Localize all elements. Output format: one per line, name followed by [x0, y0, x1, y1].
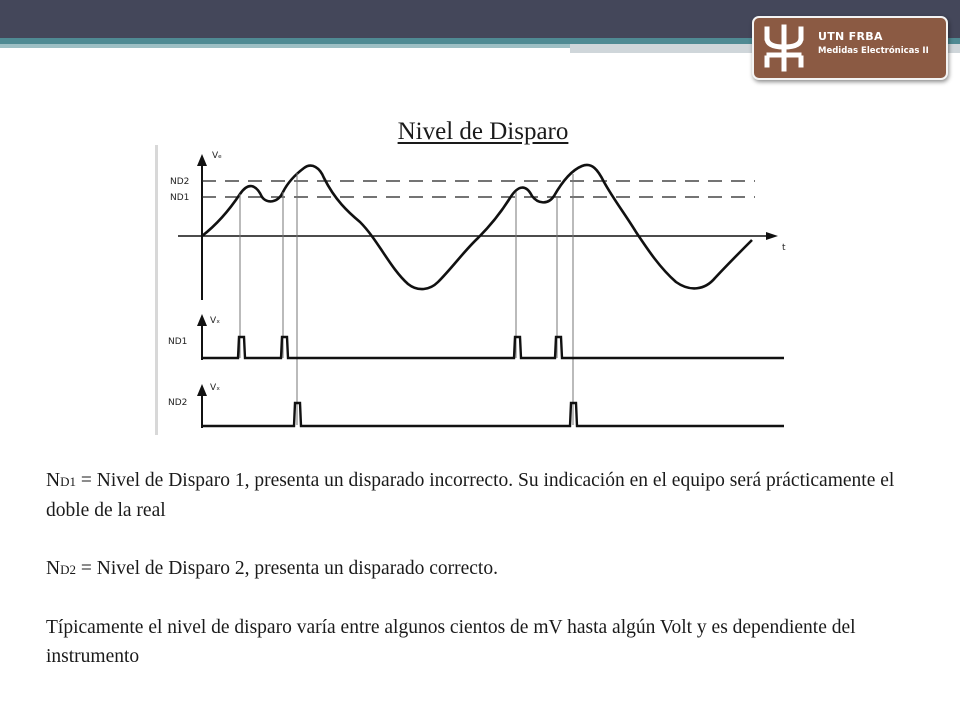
time-axis-arrow [766, 232, 778, 240]
nd1-symbol-d: D1 [60, 474, 76, 489]
ve-axis-arrow [197, 154, 207, 166]
ve-axis-label: Vₑ [212, 151, 222, 161]
diagram-border [155, 145, 158, 435]
nd1-pulse-train [202, 337, 784, 358]
nd1-level-label: ND1 [170, 193, 190, 203]
body-text [46, 466, 926, 671]
t-axis-label: t [782, 243, 786, 253]
vx-nd1-label: Vₓ [210, 316, 221, 326]
input-signal-waveform [202, 165, 752, 289]
nd1-axis-arrow [197, 314, 207, 326]
logo-subtitle: Medidas Electrónicas II [818, 46, 929, 56]
vx-nd2-label: Vₓ [210, 383, 221, 393]
nd2-symbol-d: D2 [60, 562, 76, 577]
nd1-description: = Nivel de Disparo 1, presenta un disparado incorrecto. Su indicación en el equipo será prácticamente el doble de la real [46, 470, 895, 521]
nd2-description: = Nivel de Disparo 2, presenta un disparado correcto. [75, 558, 498, 579]
nd1-paragraph [46, 466, 926, 525]
typical-range-paragraph: Típicamente el nivel de disparo varía entre algunos cientos de mV hasta algún Volt y es dependiente del instrumento [46, 617, 856, 667]
nd2-axis-arrow [197, 384, 207, 396]
nd2-paragraph [46, 554, 926, 584]
slide-title: Nivel de Disparo [397, 118, 569, 145]
nd2-trace-label: ND2 [168, 398, 188, 408]
nd2-pulse-train [202, 403, 784, 426]
logo-title: UTN FRBA [818, 30, 883, 43]
nd1-symbol-n: N [46, 470, 61, 491]
nd2-symbol-n: N [46, 558, 61, 579]
nd1-trace-label: ND1 [168, 337, 188, 347]
nd2-level-label: ND2 [170, 177, 190, 187]
